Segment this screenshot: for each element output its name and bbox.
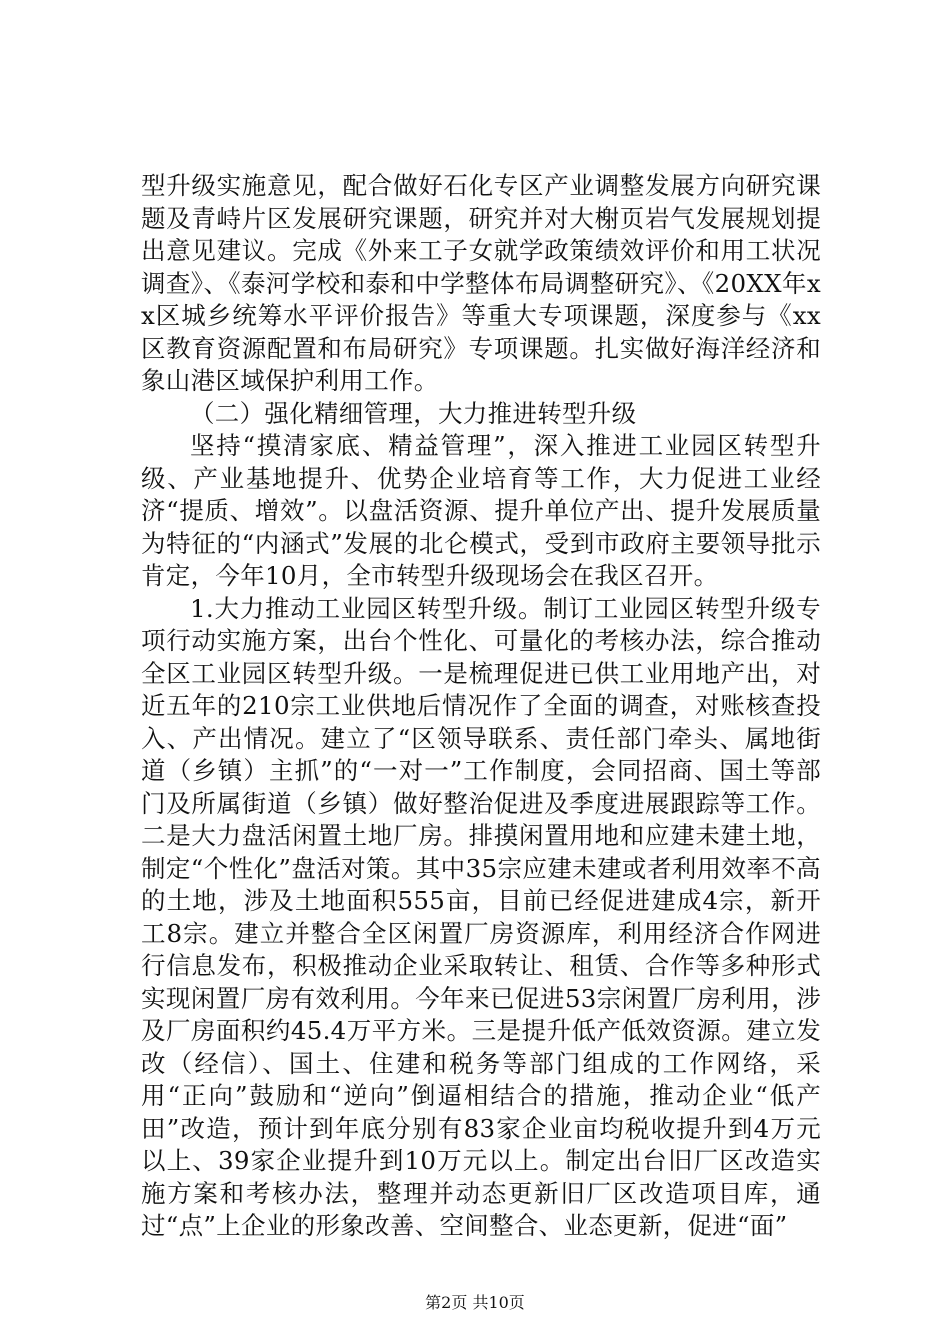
paragraph-item-1: 1.大力推动工业园区转型升级。制订工业园区转型升级专项行动实施方案，出台个性化、可量化的考核办法，综合推动全区工业园区转型升级。一是梳理促进已供工业用地产出，对近五年的210宗工业供地后情况作了全面的调查，对账核查投入、产出情况。建立了“区领导联系、责任部门牵头、属地街道（乡镇）主抓”的“一对一”工作制度，会同招商、国土等部门及所属街道（乡镇）做好整治促进及季度进展跟踪等工作。二是大力盘活闲置土地厂房。排摸闲置用地和应建未建土地，制定“个性化”盘活对策。其中35宗应建未建或者利用效率不高的土地，涉及土地面积555亩，目前已经促进建成4宗，新开工8宗。建立并整合全区闲置厂房资源库，利用经济合作网进行信息发布，积极推动企业采取转让、租赁、合作等多种形式实现闲置厂房有效利用。今年来已促进53宗闲置厂房利用，涉及厂房面积约45.4万平方米。三是提升低产低效资源。建立发改（经信）、国土、住建和税务等部门组成的工作网络，采用“正向”鼓励和“逆向”倒逼相结合的措施，推动企业“低产田”改造，预计到年底分别有83家企业亩均税收提升到4万元以上、39家企业提升到10万元以上。制定出台旧厂区改造实施方案和考核办法，整理并动态更新旧厂区改造项目库，通过“点”上企业的形象改善、空间整合、业态更新，促进“面” xyxy=(141,593,821,1240)
document-body xyxy=(141,170,821,1243)
paragraph-intro: 坚持“摸清家底、精益管理”，深入推进工业园区转型升级、产业基地提升、优势企业培育等工作，大力促进工业经济“提质、增效”。以盘活资源、提升单位产出、提升发展质量为特征的“内涵式”发展的北仑模式，受到市政府主要领导批示肯定，今年10月，全市转型升级现场会在我区召开。 xyxy=(141,431,821,590)
page-footer: 第2页 共10页 xyxy=(425,1293,525,1312)
paragraph-continuation: 型升级实施意见，配合做好石化专区产业调整发展方向研究课题及青峙片区发展研究课题，研究并对大榭页岩气发展规划提出意见建议。完成《外来工子女就学政策绩效评价和用工状况调查》、《泰河学校和泰和中学整体布局调整研究》、《20XX年xx区城乡统筹水平评价报告》等重大专项课题，深度参与《xx区教育资源配置和布局研究》专项课题。扎实做好海洋经济和象山港区域保护利用工作。 xyxy=(141,171,821,395)
section-heading: （二）强化精细管理，大力推进转型升级 xyxy=(190,398,637,428)
